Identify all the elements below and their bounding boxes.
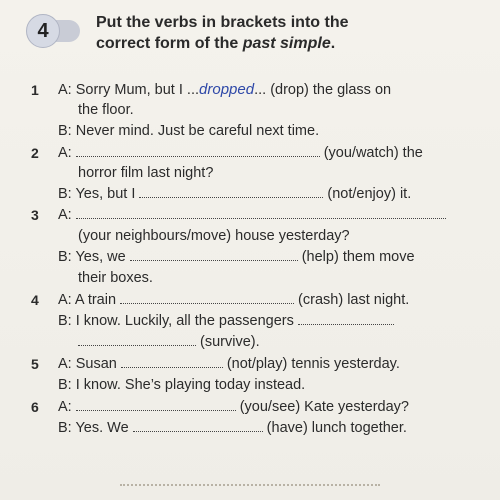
item-4-text-b-cont — [78, 332, 260, 352]
answer-blank[interactable] — [130, 247, 298, 261]
item-4-text-b — [58, 311, 398, 331]
instruction-line-2 — [96, 33, 486, 54]
item-6-a-prefix: A: — [58, 399, 72, 415]
item-6-b-suffix: (have) lunch together. — [266, 420, 407, 436]
answer-blank[interactable] — [78, 332, 196, 346]
item-1-text-a-cont: the floor. — [78, 102, 134, 118]
item-number: 5 — [31, 356, 39, 372]
item-1-answer: dropped — [199, 81, 255, 98]
item-2-text-a — [58, 143, 423, 163]
instruction-text: correct form of the — [96, 35, 243, 52]
item-2-b-prefix: B: Yes, but I — [58, 186, 136, 202]
item-2-a-prefix: A: — [58, 145, 72, 161]
item-number: 3 — [31, 207, 39, 223]
item-4-a-prefix: A: A train — [58, 292, 117, 308]
answer-blank[interactable] — [133, 418, 263, 432]
item-2-text-b — [58, 184, 411, 204]
answer-blank[interactable] — [76, 397, 236, 411]
exercise-instruction — [96, 12, 486, 54]
item-1-a-suffix: ... (drop) the glass on — [254, 82, 392, 98]
item-5-a-prefix: A: Susan — [58, 356, 117, 372]
item-number: 2 — [31, 145, 39, 161]
item-1-text-b: B: Never mind. Just be careful next time. — [58, 123, 320, 139]
item-4-a-suffix: (crash) last night. — [298, 292, 410, 308]
item-number: 4 — [31, 292, 39, 308]
item-number: 6 — [31, 399, 39, 415]
instruction-emphasis: past simple — [242, 35, 331, 52]
item-number: 1 — [31, 82, 39, 98]
answer-blank[interactable] — [76, 143, 320, 157]
item-3-text-b — [58, 247, 415, 267]
item-4-b-suffix: (survive). — [200, 334, 260, 350]
item-3-text-b-cont: their boxes. — [78, 270, 153, 286]
item-5-text-b: B: I know. She’s playing today instead. — [58, 377, 306, 393]
item-5-a-suffix: (not/play) tennis yesterday. — [226, 356, 400, 372]
page-bottom-divider — [120, 482, 380, 486]
item-5-text-a — [58, 354, 400, 374]
item-6-text-b — [58, 418, 407, 438]
item-3-text-a — [58, 205, 450, 225]
answer-blank[interactable] — [120, 290, 294, 304]
item-1-a-prefix: A: Sorry Mum, but I ... — [58, 82, 200, 98]
item-2-b-suffix: (not/enjoy) it. — [327, 186, 412, 202]
item-6-a-suffix: (you/see) Kate yesterday? — [239, 399, 409, 415]
item-4-b-prefix: B: I know. Luckily, all the passengers — [58, 313, 294, 329]
item-3-b-prefix: B: Yes, we — [58, 249, 126, 265]
item-4-text-a — [58, 290, 409, 310]
answer-blank[interactable] — [121, 354, 223, 368]
item-6-b-prefix: B: Yes. We — [58, 420, 129, 436]
instruction-line-1: Put the verbs in brackets into the — [96, 14, 349, 31]
answer-blank[interactable] — [139, 184, 323, 198]
item-2-a-suffix: (you/watch) the — [323, 145, 423, 161]
item-2-text-a-cont: horror film last night? — [78, 165, 214, 181]
exercise-number: 4 — [26, 14, 60, 48]
answer-blank[interactable] — [76, 205, 446, 219]
item-3-b-suffix: (help) them move — [301, 249, 415, 265]
instruction-end: . — [330, 35, 336, 52]
item-6-text-a — [58, 397, 409, 417]
item-3-text-a-cont: (your neighbours/move) house yesterday? — [78, 228, 350, 244]
item-3-a-prefix: A: — [58, 207, 72, 223]
exercise-badge — [26, 14, 74, 48]
item-1-text-a — [58, 80, 391, 100]
answer-blank[interactable] — [298, 311, 394, 325]
